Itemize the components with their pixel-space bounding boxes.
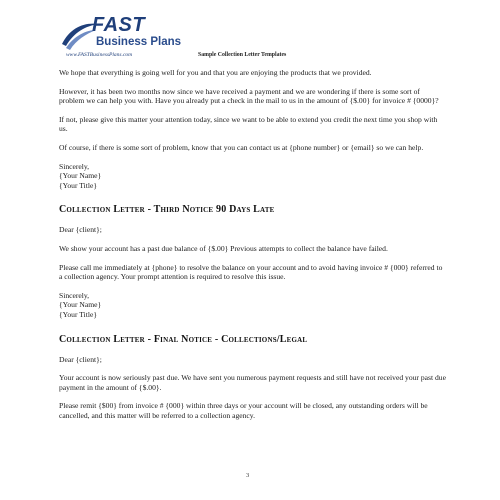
logo-wordmark-fast: FAST: [92, 14, 146, 36]
letter2-signature: [59, 291, 447, 320]
letter1-signature: [59, 162, 447, 191]
letter2-paragraph-2: Please call me immediately at {phone} to resolve the balance on your account and to avoid having invoice # {000} referred to a collection agency. Your prompt attention is required to resolve this issue.: [59, 262, 443, 282]
letter1-signer-title: {Your Title}: [59, 180, 97, 190]
letter1-paragraph-4: Of course, if there is some sort of problem, know that you can contact us at {phone number} or {email} so we can help.: [59, 142, 424, 152]
letter2-closing: Sincerely,: [59, 290, 90, 300]
letter3-salutation: Dear {client};: [59, 354, 102, 364]
document-title: Sample Collection Letter Templates: [198, 52, 287, 58]
letter2-signer-title: {Your Title}: [59, 309, 97, 319]
letter1-signer-name: {Your Name}: [59, 171, 102, 181]
letter-body: [59, 68, 447, 429]
letter1-closing: Sincerely,: [59, 161, 90, 171]
letter2-salutation: Dear {client};: [59, 225, 102, 235]
letter1-paragraph-1: We hope that everything is going well for you and that you are enjoying the products that we provided.: [59, 68, 372, 77]
page-number: 3: [246, 472, 250, 479]
page-header: [60, 16, 460, 66]
letter3-paragraph-2: Please remit {$00} from invoice # {000} within three days or your account will be closed, any outstanding orders will be cancelled, and this matter will be referred to a collection agency.: [59, 401, 428, 420]
letter1-paragraph-2: However, it has been two months now since we have received a payment and we are wondering if there is some sort of problem we can help you with. Have you already put a check in the mail to us in the amount of {$.00} for invoice # {0000}?: [59, 86, 439, 106]
letter3-heading: Collection Letter - Final Notice - Collections/Legal: [59, 333, 308, 345]
logo-url: www.FASTBusinessPlans.com: [66, 52, 133, 58]
letter2-signer-name: {Your Name}: [59, 300, 102, 310]
letter1-paragraph-3: If not, please give this matter your attention today, since we want to be able to extend you credit the next time you shop with us.: [59, 114, 438, 134]
letter2-paragraph-1: We show your account has a past due balance of {$.00} Previous attempts to collect the balance have failed.: [59, 243, 388, 253]
logo-wordmark-business-plans: Business Plans: [96, 36, 182, 48]
letter2-heading: Collection Letter - Third Notice 90 Days Late: [59, 204, 275, 216]
letter3-paragraph-1: Your account is now seriously past due. We have sent you numerous payment requests and still have not received your past due payment in the amount of {$.00}.: [59, 373, 446, 392]
